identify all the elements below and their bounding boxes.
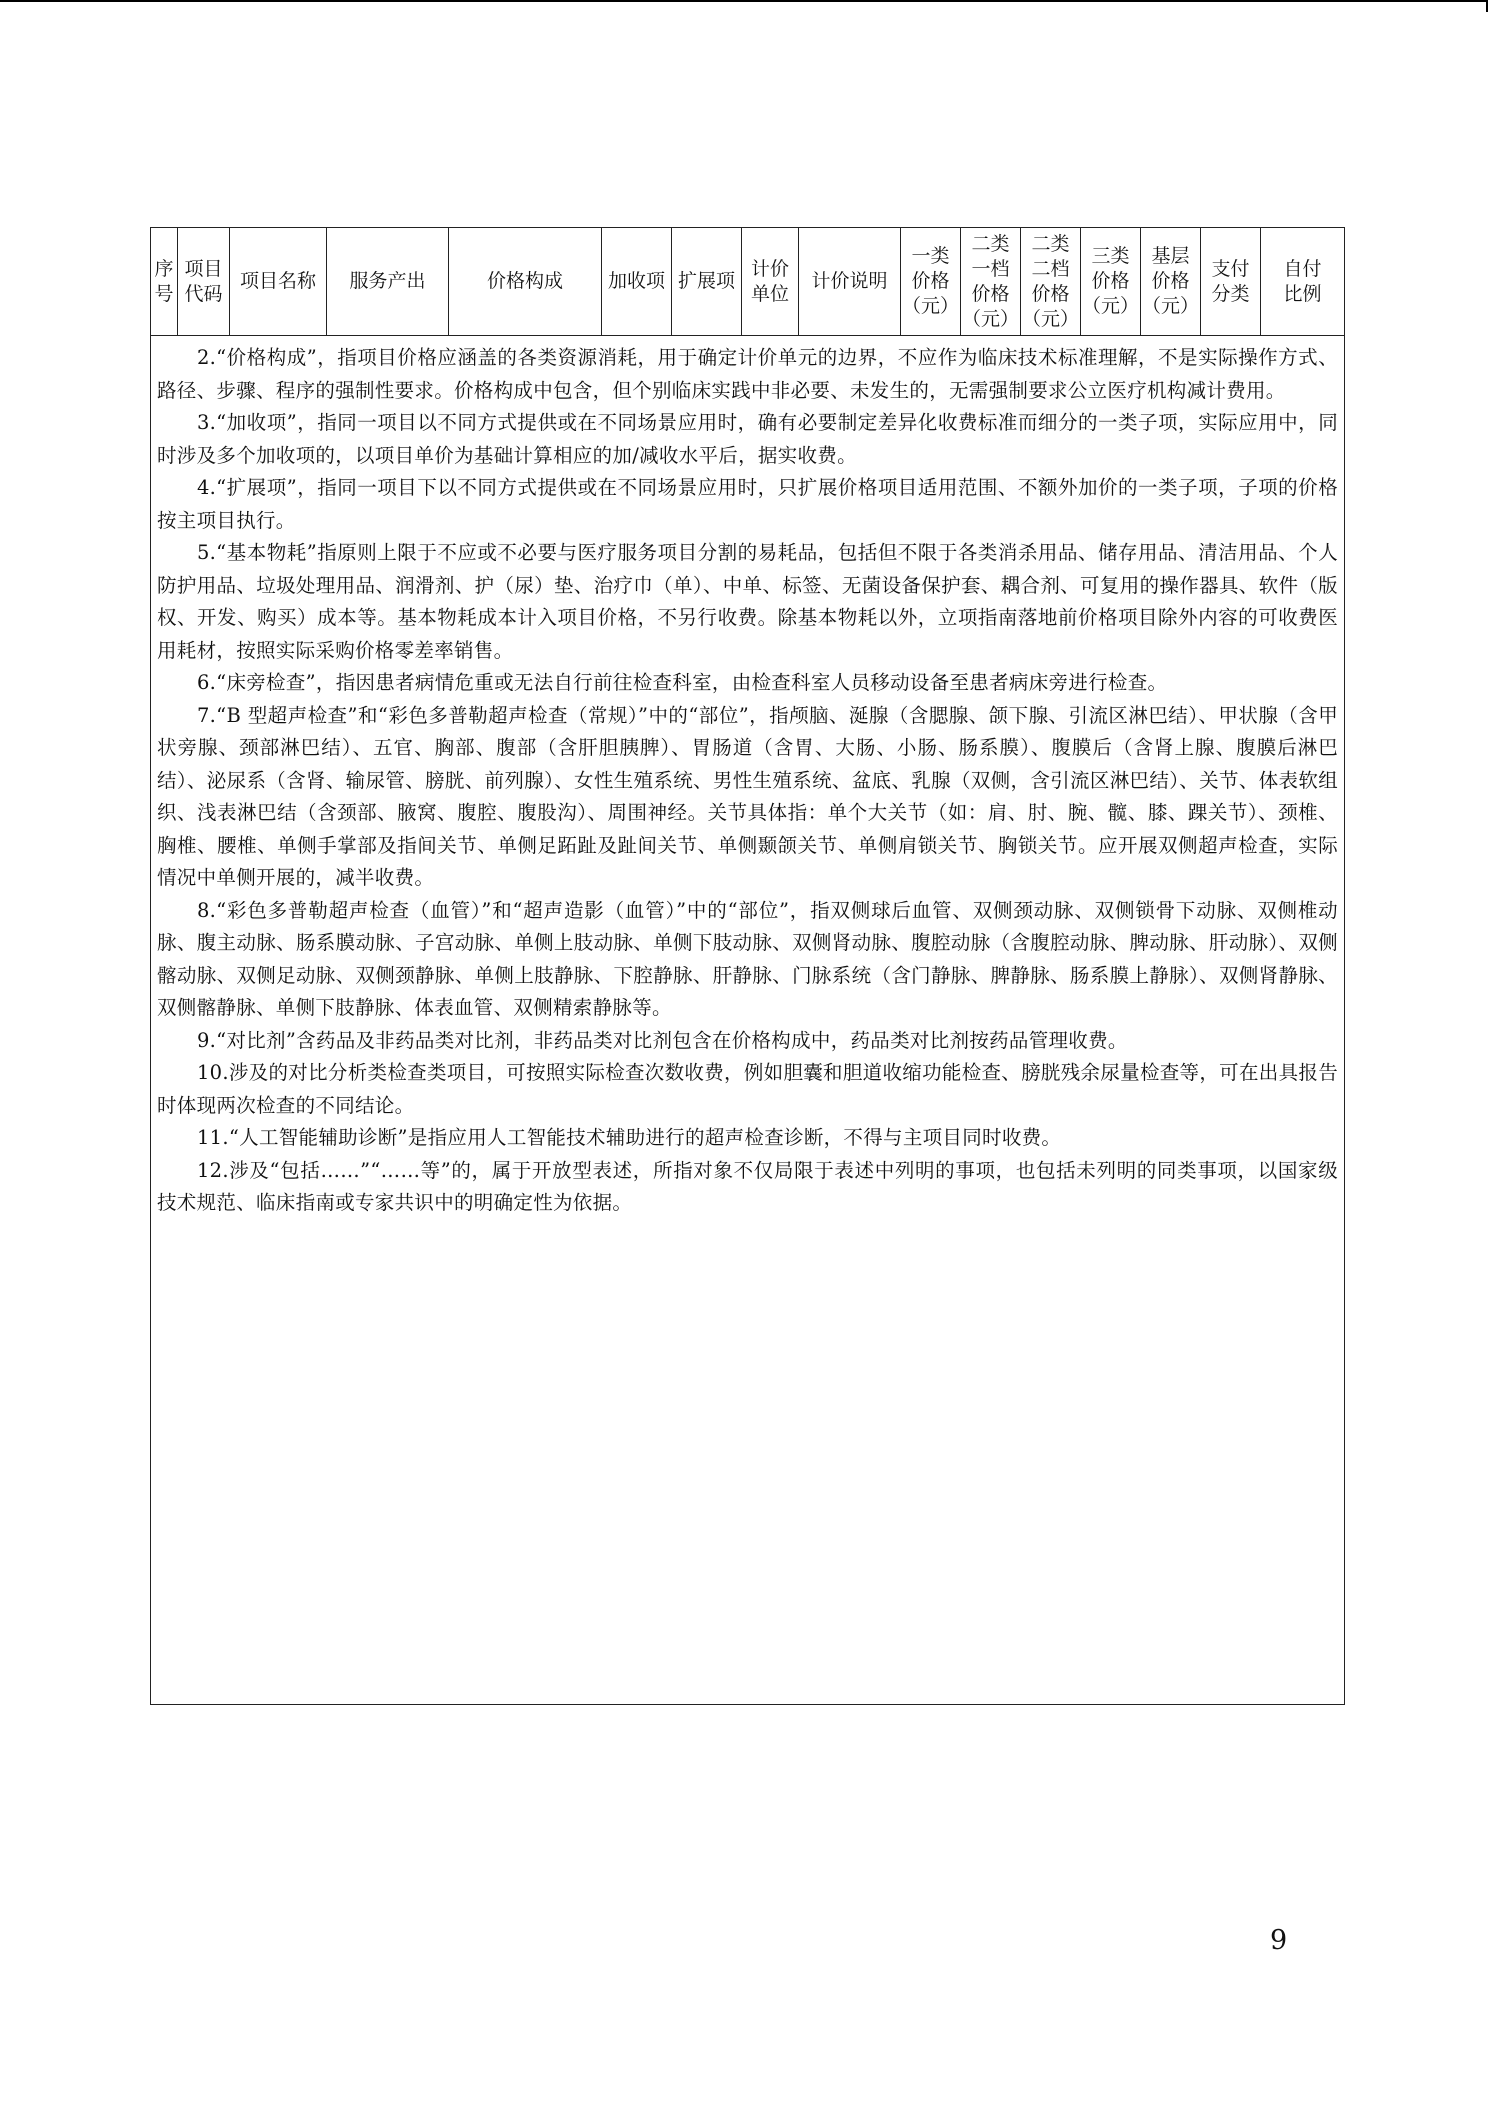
note-2: 2.“价格构成”，指项目价格应涵盖的各类资源消耗，用于确定计价单元的边界，不应作为临床技术标准理解，不是实际操作方式、路径、步骤、程序的强制性要求。价格构成中包含，但个别临床实践中非必要、未发生的，无需强制要求公立医疗机构减计费用。 bbox=[157, 346, 1338, 402]
pricing-notes-table bbox=[150, 227, 1345, 1705]
header-output: 服务产出 bbox=[327, 228, 449, 336]
header-class2-tier2-price: 二类 二档 价格 （元） bbox=[1021, 228, 1081, 336]
header-grassroots-price: 基层 价格 （元） bbox=[1141, 228, 1201, 336]
note-10: 10.涉及的对比分析类检查类项目，可按照实际检查次数收费，例如胆囊和胆道收缩功能检查、膀胱残余尿量检查等，可在出具报告时体现两次检查的不同结论。 bbox=[157, 1061, 1338, 1117]
header-class1-price: 一类 价格 （元） bbox=[901, 228, 961, 336]
header-extension: 扩展项 bbox=[672, 228, 742, 336]
header-surcharge: 加收项 bbox=[602, 228, 672, 336]
header-row bbox=[151, 228, 1345, 336]
note-6: 6.“床旁检查”，指因患者病情危重或无法自行前往检查科室，由检查科室人员移动设备至患者病床旁进行检查。 bbox=[196, 671, 1168, 694]
note-5: 5.“基本物耗”指原则上限于不应或不必要与医疗服务项目分割的易耗品，包括但不限于各类消杀用品、储存用品、清洁用品、个人防护用品、垃圾处理用品、润滑剂、护（尿）垫、治疗巾（单）、中单、标签、无菌设备保护套、耦合剂、可复用的操作器具、软件（版权、开发、购买）成本等。基本物耗成本计入项目价格，不另行收费。除基本物耗以外，立项指南落地前价格项目除外内容的可收费医用耗材，按照实际采购价格零差率销售。 bbox=[157, 541, 1338, 662]
header-payment-category: 支付 分类 bbox=[1201, 228, 1261, 336]
header-pricing-note: 计价说明 bbox=[799, 228, 901, 336]
notes-row bbox=[151, 336, 1345, 1705]
top-border-rule bbox=[0, 0, 1488, 2]
header-class2-tier1-price: 二类 一档 价格 （元） bbox=[961, 228, 1021, 336]
note-12: 12.涉及“包括……”“……等”的，属于开放型表述，所指对象不仅局限于表述中列明的事项，也包括未列明的同类事项，以国家级技术规范、临床指南或专家共识中的明确定性为依据。 bbox=[157, 1158, 1338, 1214]
header-seq: 序 号 bbox=[151, 228, 178, 336]
page-number: 9 bbox=[1270, 1925, 1288, 1956]
header-name: 项目名称 bbox=[230, 228, 327, 336]
note-3: 3.“加收项”，指同一项目以不同方式提供或在不同场景应用时，确有必要制定差异化收费标准而细分的一类子项，实际应用中，同时涉及多个加收项的，以项目单价为基础计算相应的加/减收水平后，据实收费。 bbox=[157, 411, 1338, 467]
header-unit: 计价 单位 bbox=[742, 228, 799, 336]
header-selfpay-ratio: 自付 比例 bbox=[1261, 228, 1345, 336]
note-7: 7.“B 型超声检查”和“彩色多普勒超声检查（常规）”中的“部位”，指颅脑、涎腺（含腮腺、颌下腺、引流区淋巴结）、甲状腺（含甲状旁腺、颈部淋巴结）、五官、胸部、腹部（含肝胆胰脾）、胃肠道（含胃、大肠、小肠、肠系膜）、腹膜后（含肾上腺、腹膜后淋巴结）、泌尿系（含肾、输尿管、膀胱、前列腺）、女性生殖系统、男性生殖系统、盆底、乳腺（双侧，含引流区淋巴结）、关节、体表软组织、浅表淋巴结（含颈部、腋窝、腹腔、腹股沟）、周围神经。关节具体指：单个大关节（如：肩、肘、腕、髋、膝、踝关节）、颈椎、胸椎、腰椎、单侧手掌部及指间关节、单侧足跖趾及趾间关节、单侧颞颌关节、单侧肩锁关节、胸锁关节。应开展双侧超声检查，实际情况中单侧开展的，减半收费。 bbox=[157, 703, 1338, 889]
note-11: 11.“人工智能辅助诊断”是指应用人工智能技术辅助进行的超声检查诊断，不得与主项目同时收费。 bbox=[196, 1126, 1062, 1149]
header-composition: 价格构成 bbox=[449, 228, 602, 336]
note-9: 9.“对比剂”含药品及非药品类对比剂，非药品类对比剂包含在价格构成中，药品类对比剂按药品管理收费。 bbox=[196, 1028, 1128, 1052]
note-8: 8.“彩色多普勒超声检查（血管）”和“超声造影（血管）”中的“部位”，指双侧球后血管、双侧颈动脉、双侧锁骨下动脉、双侧椎动脉、腹主动脉、肠系膜动脉、子宫动脉、单侧上肢动脉、单侧下肢动脉、双侧肾动脉、腹腔动脉（含腹腔动脉、脾动脉、肝动脉）、双侧髂动脉、双侧足动脉、双侧颈静脉、单侧上肢静脉、下腔静脉、肝静脉、门脉系统（含门静脉、脾静脉、肠系膜上静脉）、双侧肾静脉、双侧髂静脉、单侧下肢静脉、体表血管、双侧精索静脉等。 bbox=[157, 898, 1338, 1019]
header-code: 项目 代码 bbox=[178, 228, 230, 336]
notes-cell bbox=[151, 336, 1345, 1705]
note-4: 4.“扩展项”，指同一项目下以不同方式提供或在不同场景应用时，只扩展价格项目适用范围、不额外加价的一类子项，子项的价格按主项目执行。 bbox=[157, 476, 1338, 532]
header-class3-price: 三类 价格 （元） bbox=[1081, 228, 1141, 336]
